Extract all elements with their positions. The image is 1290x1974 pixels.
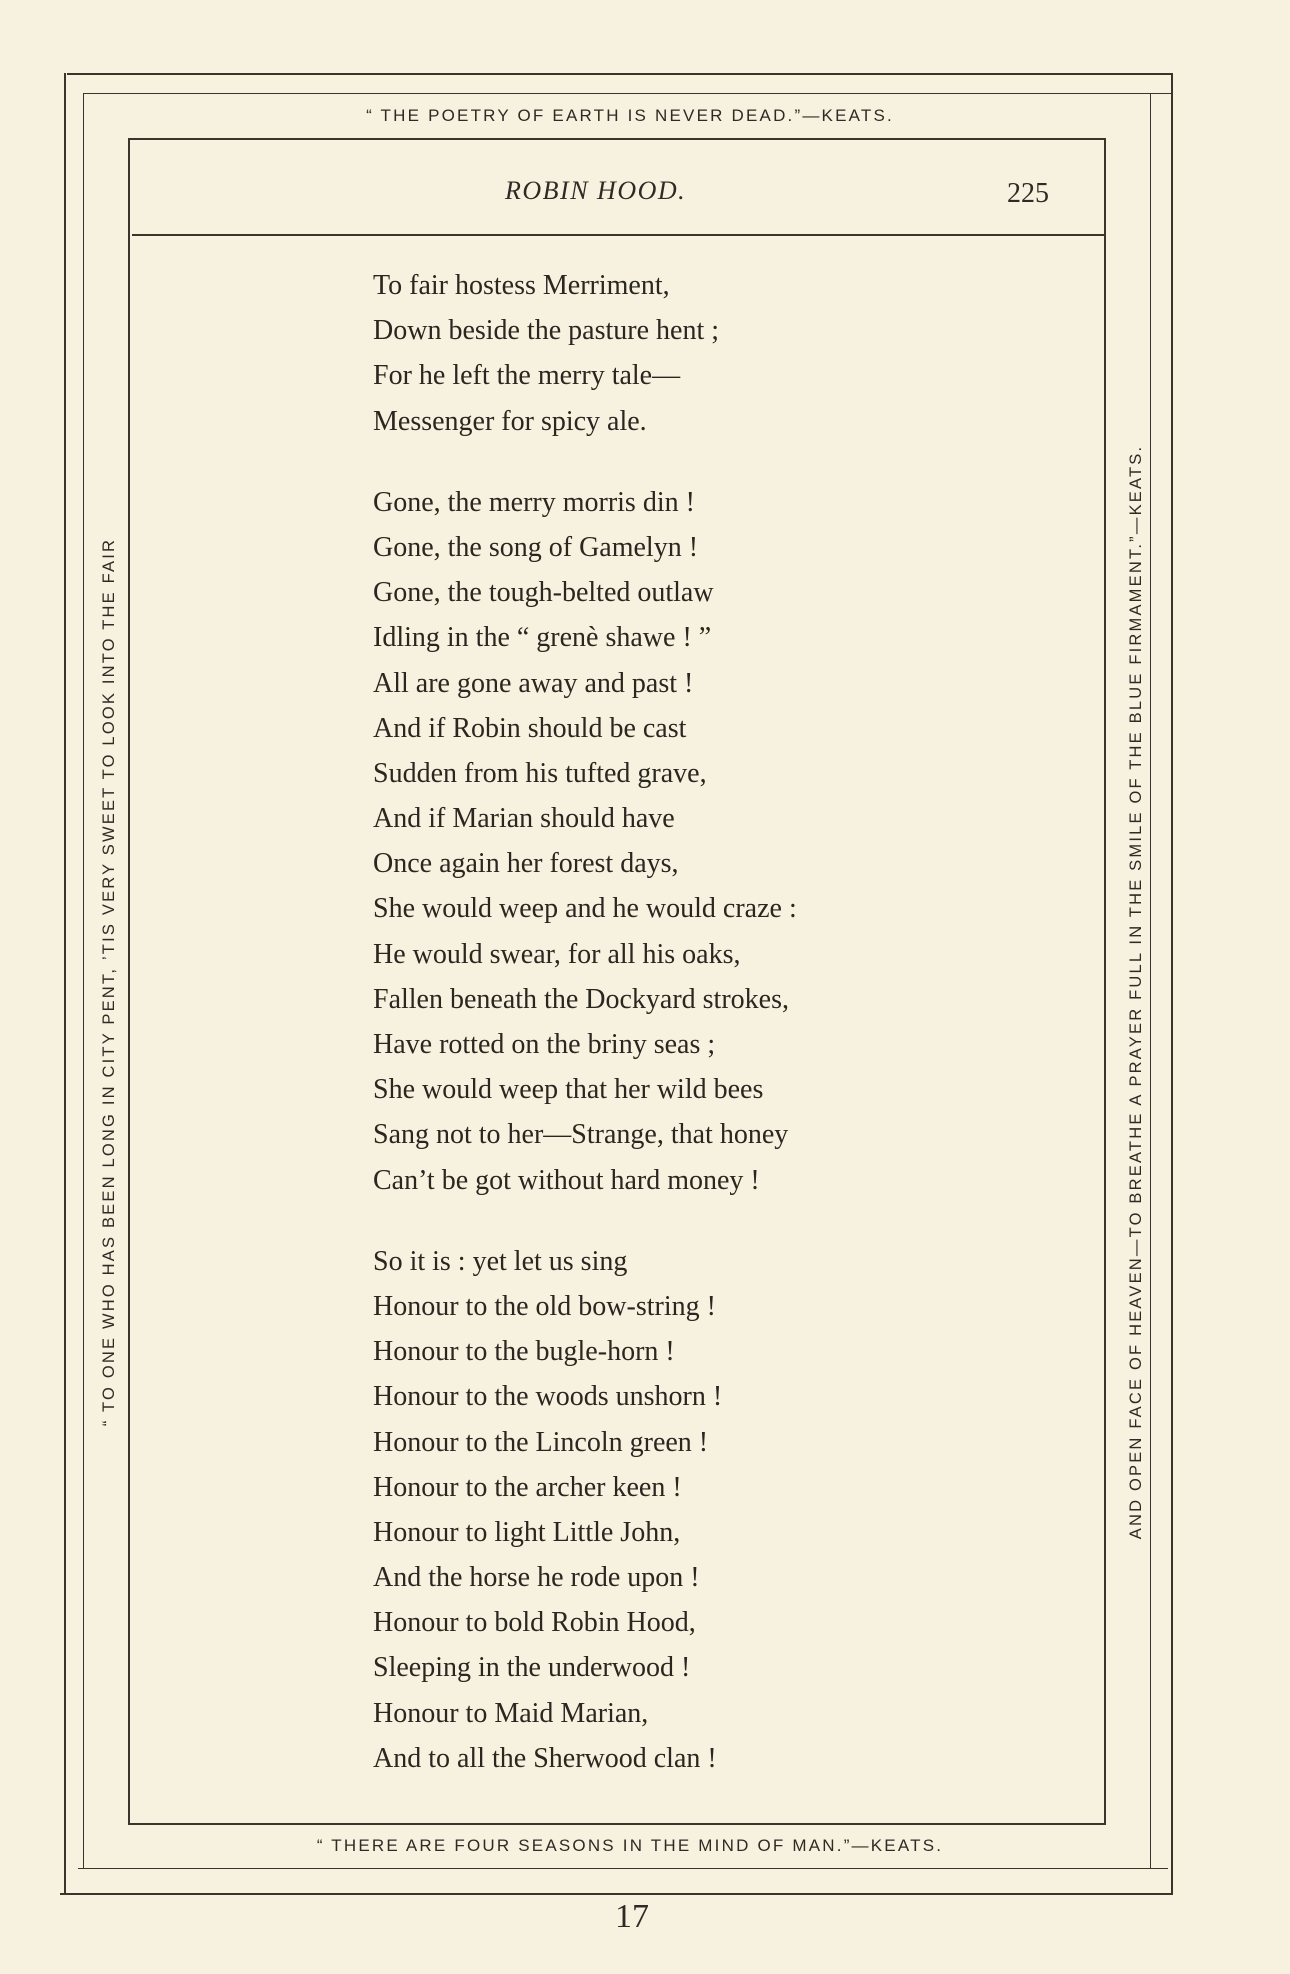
- poem-line: Honour to the bugle-horn !: [373, 1336, 675, 1368]
- bottom-margin-quote: “ THERE ARE FOUR SEASONS IN THE MIND OF MAN.”—KEATS.: [316, 1836, 944, 1855]
- stanza-1: [373, 263, 1073, 444]
- poem-line: And if Robin should be cast: [373, 712, 687, 744]
- poem-line: Idling in the “ grenè shawe ! ”: [373, 622, 712, 654]
- outer-frame-bottom: [60, 1893, 1172, 1895]
- left-margin-quote: “ TO ONE WHO HAS BEEN LONG IN CITY PENT, ’TIS VERY SWEET TO LOOK INTO THE FAIR: [100, 537, 118, 1427]
- header-rule: [132, 234, 1104, 236]
- folio-number: 17: [615, 1898, 649, 1935]
- poem-line: Honour to the Lincoln green !: [373, 1426, 709, 1458]
- poem-line: Gone, the tough-belted outlaw: [373, 577, 714, 609]
- poem-line: Sang not to her—Strange, that honey: [373, 1119, 789, 1151]
- running-title: ROBIN HOOD.: [505, 176, 687, 205]
- inner-frame-left: [83, 93, 84, 1869]
- poem-line: Honour to the old bow-string !: [373, 1290, 716, 1322]
- poem-line: Honour to the woods unshorn !: [373, 1381, 723, 1413]
- outer-frame-top: [67, 73, 1173, 75]
- right-margin-quote: AND OPEN FACE OF HEAVEN—TO BREATHE A PRAYER FULL IN THE SMILE OF THE BLUE FIRMAMENT.”—KEATS.: [1127, 444, 1145, 1540]
- poem-line: All are gone away and past !: [373, 667, 694, 699]
- stanza-3: [373, 1239, 1073, 1781]
- poem-line: Once again her forest days,: [373, 848, 679, 880]
- poem-line: Have rotted on the briny seas ;: [373, 1029, 716, 1060]
- inner-frame-right: [1150, 93, 1151, 1869]
- poem-line: Honour to the archer keen !: [373, 1471, 682, 1503]
- poem-line: For he left the merry tale—: [373, 360, 681, 392]
- poem-line: Gone, the song of Gamelyn !: [373, 531, 699, 563]
- poem-line: He would swear, for all his oaks,: [373, 938, 741, 970]
- poem-line: So it is : yet let us sing: [373, 1245, 628, 1277]
- poem-line: To fair hostess Merriment,: [373, 270, 670, 301]
- poem-line: Gone, the merry morris din !: [373, 486, 695, 518]
- top-margin-quote: “ THE POETRY OF EARTH IS NEVER DEAD.”—KEATS.: [366, 106, 894, 125]
- poem-line: Honour to bold Robin Hood,: [373, 1607, 696, 1639]
- outer-frame-left: [64, 73, 66, 1895]
- poem-body: [373, 263, 1073, 1817]
- poem-line: Honour to light Little John,: [373, 1516, 681, 1548]
- poem-line: Can’t be got without hard money !: [373, 1164, 760, 1196]
- text-box-right: [1104, 138, 1106, 1825]
- poem-line: Sudden from his tufted grave,: [373, 757, 707, 789]
- poem-line: She would weep and he would craze :: [373, 893, 797, 925]
- inner-frame-bottom: [78, 1868, 1168, 1869]
- poem-line: Honour to Maid Marian,: [373, 1697, 649, 1729]
- poem-line: Messenger for spicy ale.: [373, 405, 647, 437]
- poem-line: Fallen beneath the Dockyard strokes,: [373, 983, 789, 1015]
- poem-line: Sleeping in the underwood !: [373, 1652, 691, 1684]
- text-box-bottom: [128, 1823, 1106, 1825]
- outer-frame-right: [1171, 73, 1173, 1895]
- text-box-top: [128, 138, 1106, 140]
- poem-line: She would weep that her wild bees: [373, 1074, 764, 1106]
- poem-line: Down beside the pasture hent ;: [373, 315, 720, 347]
- stanza-2: [373, 480, 1073, 1203]
- inner-frame-top: [84, 93, 1172, 94]
- text-box-left: [128, 138, 130, 1825]
- poem-line: And the horse he rode upon !: [373, 1562, 700, 1594]
- page-number: 225: [1007, 178, 1049, 209]
- poem-line: And to all the Sherwood clan !: [373, 1742, 717, 1774]
- poem-line: And if Marian should have: [373, 803, 675, 835]
